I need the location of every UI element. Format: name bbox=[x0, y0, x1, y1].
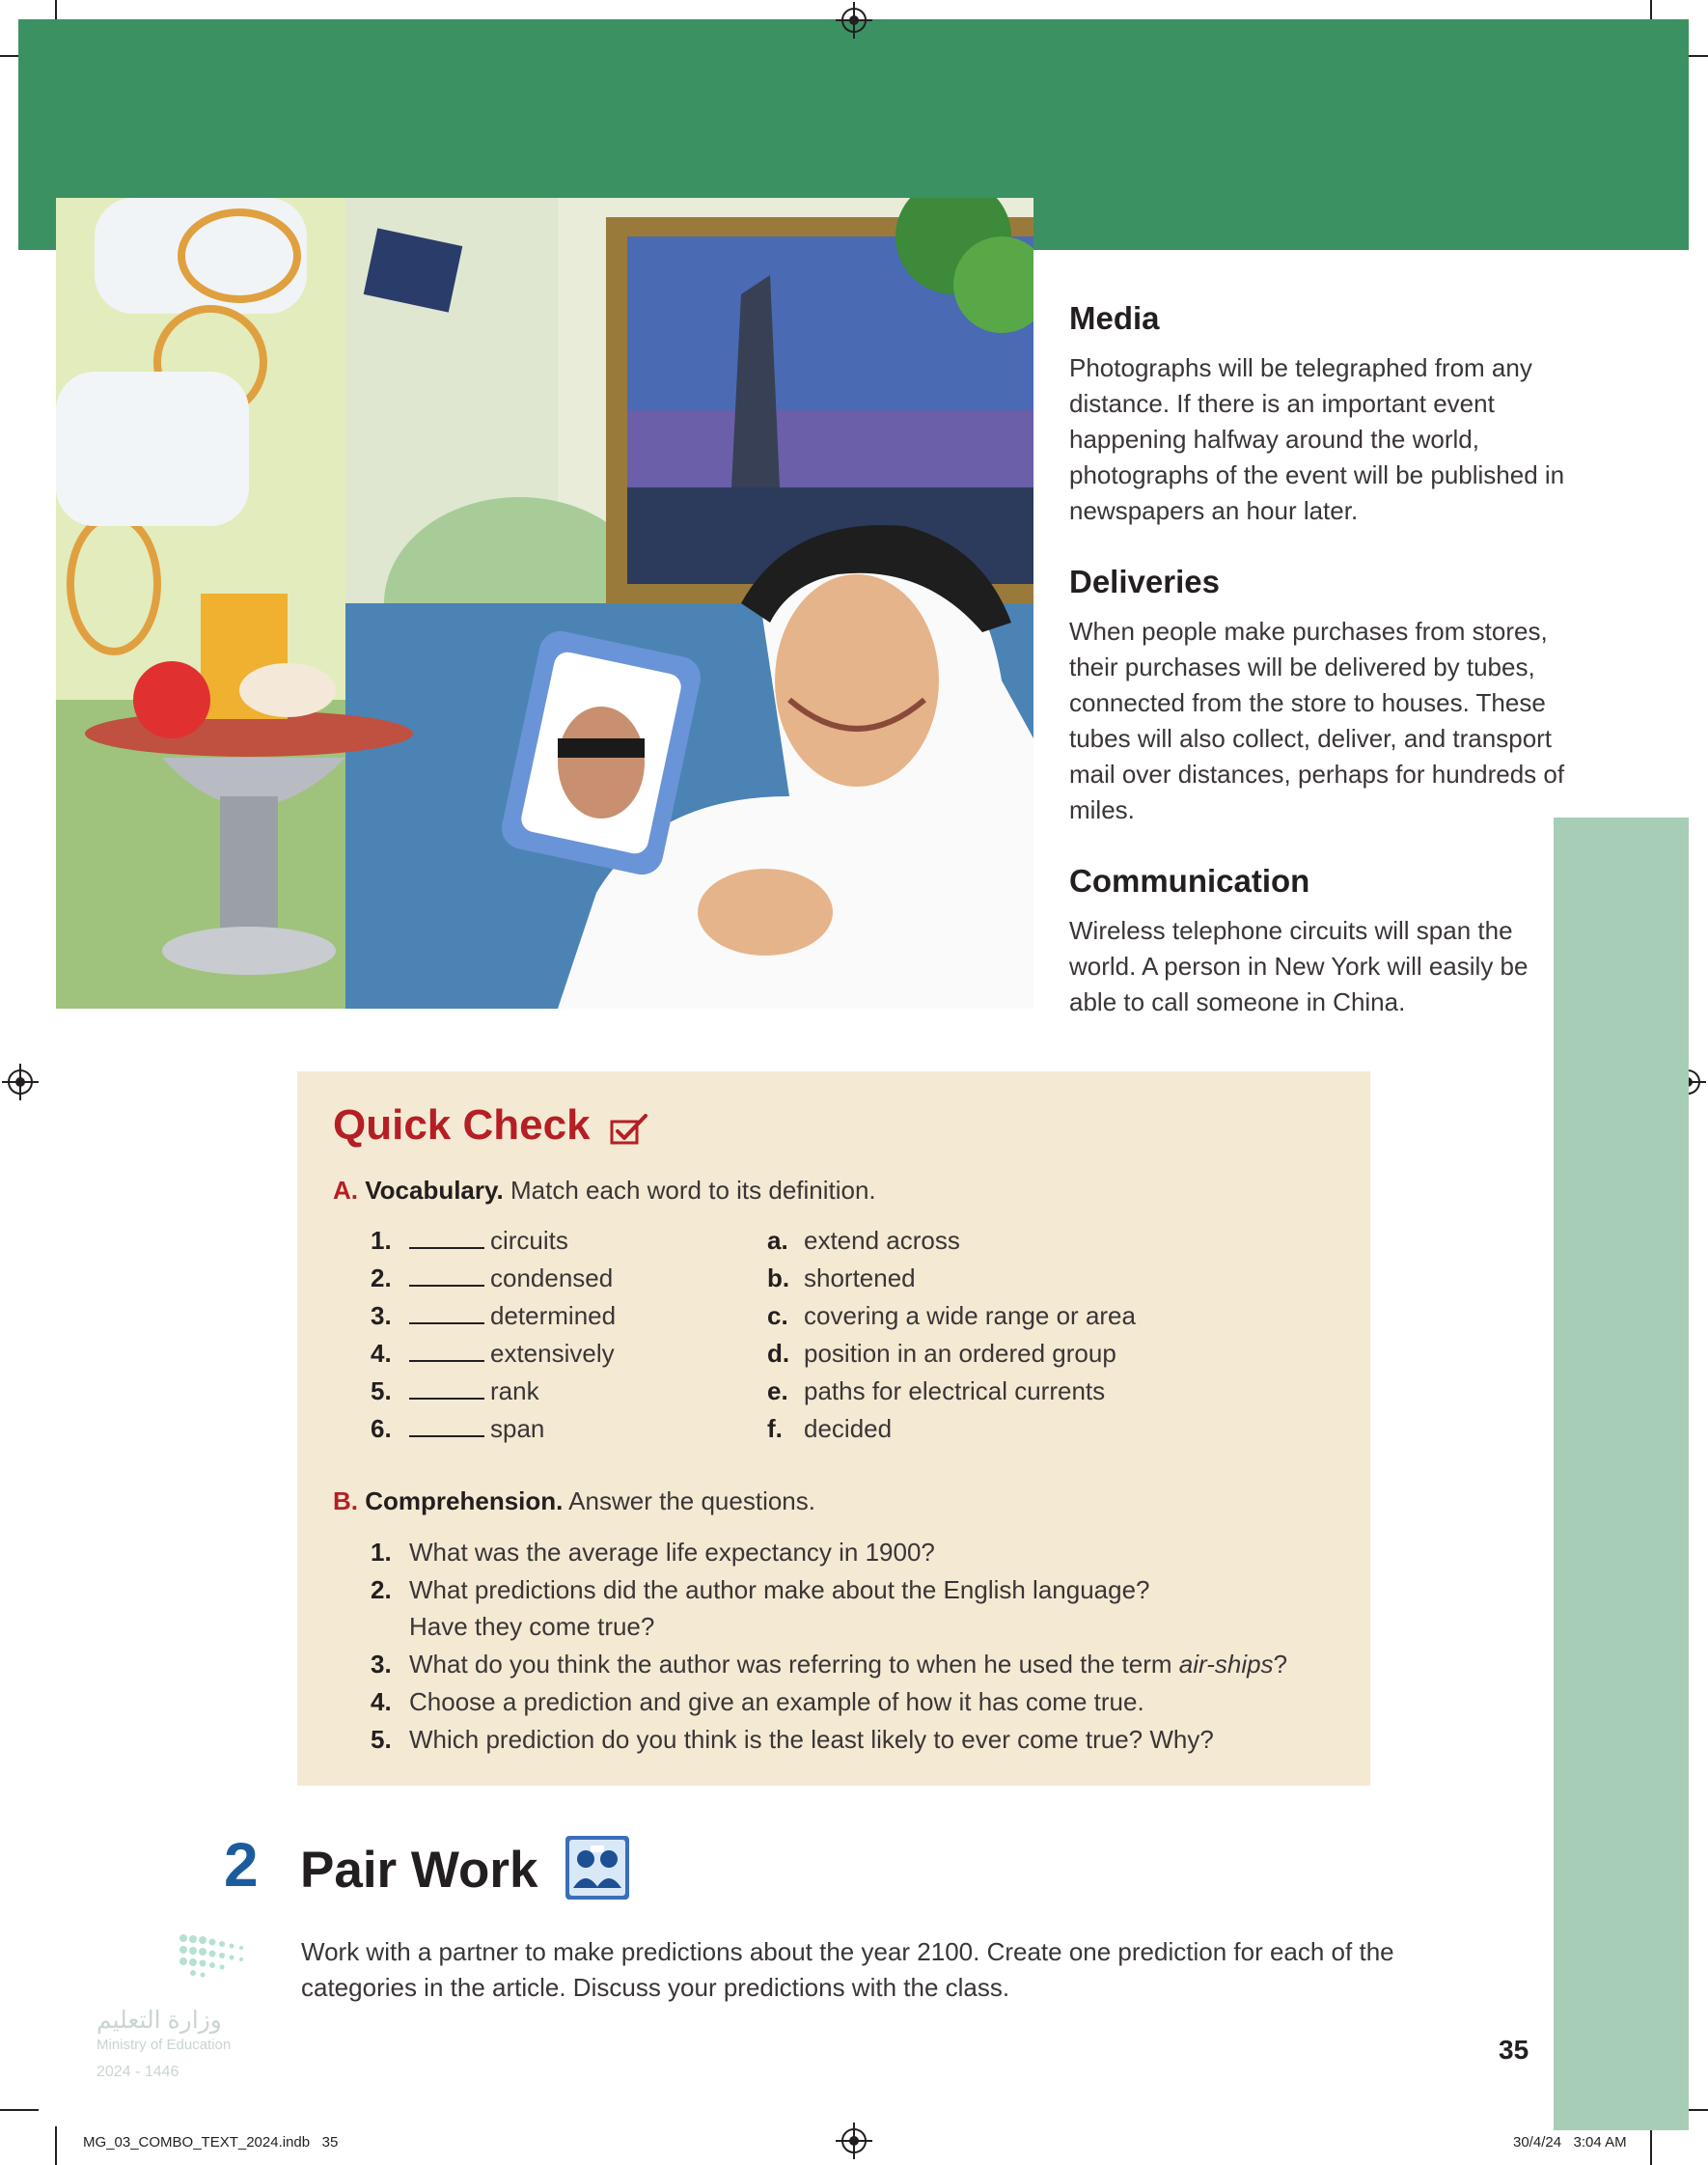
definition-text: covering a wide range or area bbox=[804, 1301, 1136, 1330]
vocab-word-item bbox=[371, 1262, 613, 1294]
definition-item bbox=[767, 1337, 1116, 1370]
pair-work-icon bbox=[565, 1836, 629, 1900]
vocab-word-item bbox=[371, 1412, 544, 1445]
vocab-word: extensively bbox=[490, 1339, 615, 1368]
side-bar bbox=[1554, 818, 1689, 2130]
vocab-word: rank bbox=[490, 1376, 539, 1405]
vocabulary-instruction bbox=[333, 1174, 876, 1207]
deliveries-section bbox=[1069, 564, 1571, 828]
question-text: What do you think the author was referring to when he used the term bbox=[409, 1650, 1179, 1679]
section-number: 2 bbox=[224, 1830, 259, 1900]
answer-blank[interactable] bbox=[409, 1301, 484, 1324]
checkbox-check-icon bbox=[610, 1112, 648, 1147]
quick-check-title: Quick Check bbox=[333, 1101, 591, 1149]
vocab-word: determined bbox=[490, 1301, 617, 1330]
ministry-year: 2024 - 1446 bbox=[96, 2064, 179, 2080]
ministry-english-name: Ministry of Education bbox=[96, 2037, 232, 2053]
item-number: 4. bbox=[371, 1339, 392, 1368]
crop-mark bbox=[0, 2109, 39, 2111]
definition-letter: e. bbox=[767, 1376, 788, 1405]
ministry-arabic-name: وزارة التعليم bbox=[96, 2007, 222, 2034]
definition-text: shortened bbox=[804, 1263, 916, 1292]
deliveries-heading: Deliveries bbox=[1069, 564, 1220, 599]
definition-text: decided bbox=[804, 1414, 893, 1443]
definition-text: paths for electrical currents bbox=[804, 1376, 1106, 1405]
communication-section bbox=[1069, 863, 1571, 1020]
registration-mark-icon bbox=[841, 8, 867, 33]
definition-item bbox=[767, 1299, 1136, 1332]
question-item bbox=[371, 1536, 935, 1568]
comprehension-label: Comprehension. bbox=[365, 1486, 564, 1515]
media-body: Photographs will be telegraphed from any distance. If there is an important event happening halfway around the world, photographs of the event will be published in newspapers an hour later. bbox=[1069, 353, 1565, 525]
print-slug-date: 30/4/24 3:04 AM bbox=[1513, 2134, 1627, 2151]
question-item bbox=[371, 1685, 1144, 1718]
vocab-word: condensed bbox=[490, 1263, 614, 1292]
definition-item bbox=[767, 1262, 916, 1294]
definition-letter: f. bbox=[767, 1414, 783, 1443]
print-slug-file: MG_03_COMBO_TEXT_2024.indb 35 bbox=[83, 2134, 339, 2151]
comprehension-instruction-text: Answer the questions. bbox=[568, 1486, 815, 1515]
communication-body: Wireless telephone circuits will span the world. A person in New York will easily be able to call someone in China. bbox=[1069, 916, 1529, 1016]
definition-letter: a. bbox=[767, 1226, 788, 1255]
crop-mark bbox=[1650, 2126, 1652, 2165]
question-text: What was the average life expectancy in 1900? bbox=[409, 1538, 935, 1567]
vocab-word: circuits bbox=[490, 1226, 568, 1255]
answer-blank[interactable] bbox=[409, 1226, 484, 1249]
item-number: 1. bbox=[371, 1226, 392, 1255]
registration-mark-icon bbox=[841, 2128, 867, 2153]
definition-text: extend across bbox=[804, 1226, 960, 1255]
answer-blank[interactable] bbox=[409, 1414, 484, 1437]
question-number: 2. bbox=[371, 1575, 392, 1604]
definition-letter: c. bbox=[767, 1301, 788, 1330]
vocab-word-item bbox=[371, 1224, 568, 1257]
item-number: 6. bbox=[371, 1414, 392, 1443]
vocab-word-item bbox=[371, 1374, 539, 1407]
definition-item bbox=[767, 1374, 1105, 1407]
question-number: 3. bbox=[371, 1650, 392, 1679]
deliveries-body: When people make purchases from stores, their purchases will be delivered by tubes, connected from the store to houses. These tubes will also collect, deliver, and transport mail over distances, perhaps for hundreds of miles. bbox=[1069, 617, 1565, 824]
vocabulary-instruction-text: Match each word to its definition. bbox=[510, 1176, 876, 1205]
vocabulary-label: Vocabulary. bbox=[365, 1176, 504, 1205]
question-continuation: Have they come true? bbox=[409, 1612, 655, 1641]
vocab-word: span bbox=[490, 1414, 545, 1443]
crop-mark bbox=[55, 2126, 57, 2165]
future-illustration bbox=[56, 198, 1033, 1009]
answer-blank[interactable] bbox=[409, 1376, 484, 1400]
definition-item bbox=[767, 1412, 892, 1445]
question-text: Choose a prediction and give an example of how it has come true. bbox=[409, 1687, 1144, 1716]
answer-blank[interactable] bbox=[409, 1263, 484, 1287]
question-number: 5. bbox=[371, 1725, 392, 1754]
definition-letter: d. bbox=[767, 1339, 790, 1368]
media-heading: Media bbox=[1069, 300, 1160, 336]
item-number: 3. bbox=[371, 1301, 392, 1330]
question-item bbox=[371, 1648, 1287, 1680]
comprehension-instruction bbox=[333, 1485, 815, 1517]
pair-work-text: Work with a partner to make predictions about the year 2100. Create one prediction for each of the categories in the article. Discuss your predictions with the class. bbox=[301, 1937, 1394, 2002]
media-section bbox=[1069, 300, 1571, 529]
page-number: 35 bbox=[1499, 2035, 1529, 2065]
question-text: What predictions did the author make about the English language? bbox=[409, 1575, 1150, 1604]
question-text: Which prediction do you think is the least likely to ever come true? Why? bbox=[409, 1725, 1214, 1754]
communication-heading: Communication bbox=[1069, 863, 1310, 899]
vocab-word-item bbox=[371, 1337, 615, 1370]
question-number: 1. bbox=[371, 1538, 392, 1567]
comprehension-letter: B. bbox=[333, 1486, 358, 1515]
item-number: 5. bbox=[371, 1376, 392, 1405]
definition-item bbox=[767, 1224, 960, 1257]
registration-mark-icon bbox=[8, 1069, 33, 1095]
question-number: 4. bbox=[371, 1687, 392, 1716]
question-text-end: ? bbox=[1273, 1650, 1288, 1679]
question-italic-term: air-ships bbox=[1178, 1650, 1274, 1679]
answer-blank[interactable] bbox=[409, 1339, 484, 1362]
vocab-word-item bbox=[371, 1299, 616, 1332]
pair-work-title: Pair Work bbox=[300, 1842, 538, 1899]
definition-text: position in an ordered group bbox=[804, 1339, 1116, 1368]
question-item bbox=[371, 1723, 1214, 1756]
item-number: 2. bbox=[371, 1263, 392, 1292]
definition-letter: b. bbox=[767, 1263, 790, 1292]
vocabulary-letter: A. bbox=[333, 1176, 358, 1205]
question-item bbox=[371, 1573, 1150, 1606]
